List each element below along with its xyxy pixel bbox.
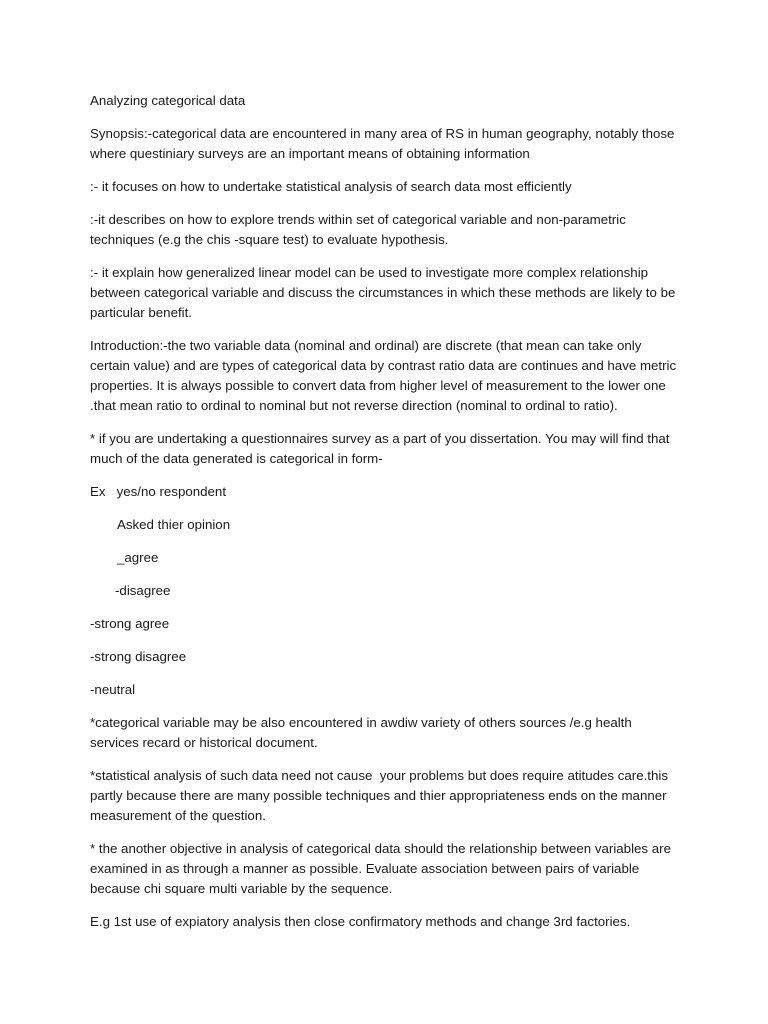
- list-item-agree: _agree: [117, 550, 159, 565]
- list-item-strong-disagree: -strong disagree: [90, 649, 187, 664]
- focus-paragraph: :- it focuses on how to undertake statistical analysis of search data most efficiently: [90, 179, 572, 194]
- synopsis-paragraph: Synopsis:-categorical data are encountered in many area of RS in human geography, notably those where questiniary surveys are an important means of obtaining information: [90, 126, 679, 161]
- analysis-care-paragraph: *statistical analysis of such data need not cause your problems but does require atitudes care.this partly because there are many possible techniques and thier appropriateness ends on the manner measurement of the question.: [90, 768, 672, 823]
- questionnaire-paragraph: * if you are undertaking a questionnaires survey as a part of you dissertation. You may will find that much of the data generated is categorical in form-: [90, 431, 674, 466]
- introduction-paragraph: Introduction:-the two variable data (nominal and ordinal) are discrete (that mean can take only certain value) and are types of categorical data by contrast ratio data are continues and have metric properties. It is always possible to convert data from higher level of measurement to the lower one .that mean ratio to ordinal to nominal but not reverse direction (nominal to ordinal to ratio).: [90, 338, 680, 413]
- list-item-disagree: -disagree: [115, 583, 171, 598]
- glm-paragraph: :- it explain how generalized linear model can be used to investigate more complex relationship between categorical variable and discuss the circumstances in which these methods are likely to be particular benefit.: [90, 265, 680, 320]
- list-item-strong-agree: -strong agree: [90, 616, 170, 631]
- opinion-line: Asked thier opinion: [117, 517, 231, 532]
- document-title: Analyzing categorical data: [90, 93, 246, 108]
- sources-paragraph: *categorical variable may be also encountered in awdiw variety of others sources /e.g health services recard or historical document.: [90, 715, 636, 750]
- example-methods-paragraph: E.g 1st use of expiatory analysis then close confirmatory methods and change 3rd factories.: [90, 914, 631, 929]
- trends-paragraph: :-it describes on how to explore trends within set of categorical variable and non-parametric techniques (e.g the chis -square test) to evaluate hypothesis.: [90, 212, 630, 247]
- example-line: Ex yes/no respondent: [90, 484, 227, 499]
- list-item-neutral: -neutral: [90, 682, 136, 697]
- objective-paragraph: * the another objective in analysis of categorical data should the relationship between variables are examined in as through a manner as possible. Evaluate association between pairs of variable because chi square multi variable by the sequence.: [90, 841, 675, 896]
